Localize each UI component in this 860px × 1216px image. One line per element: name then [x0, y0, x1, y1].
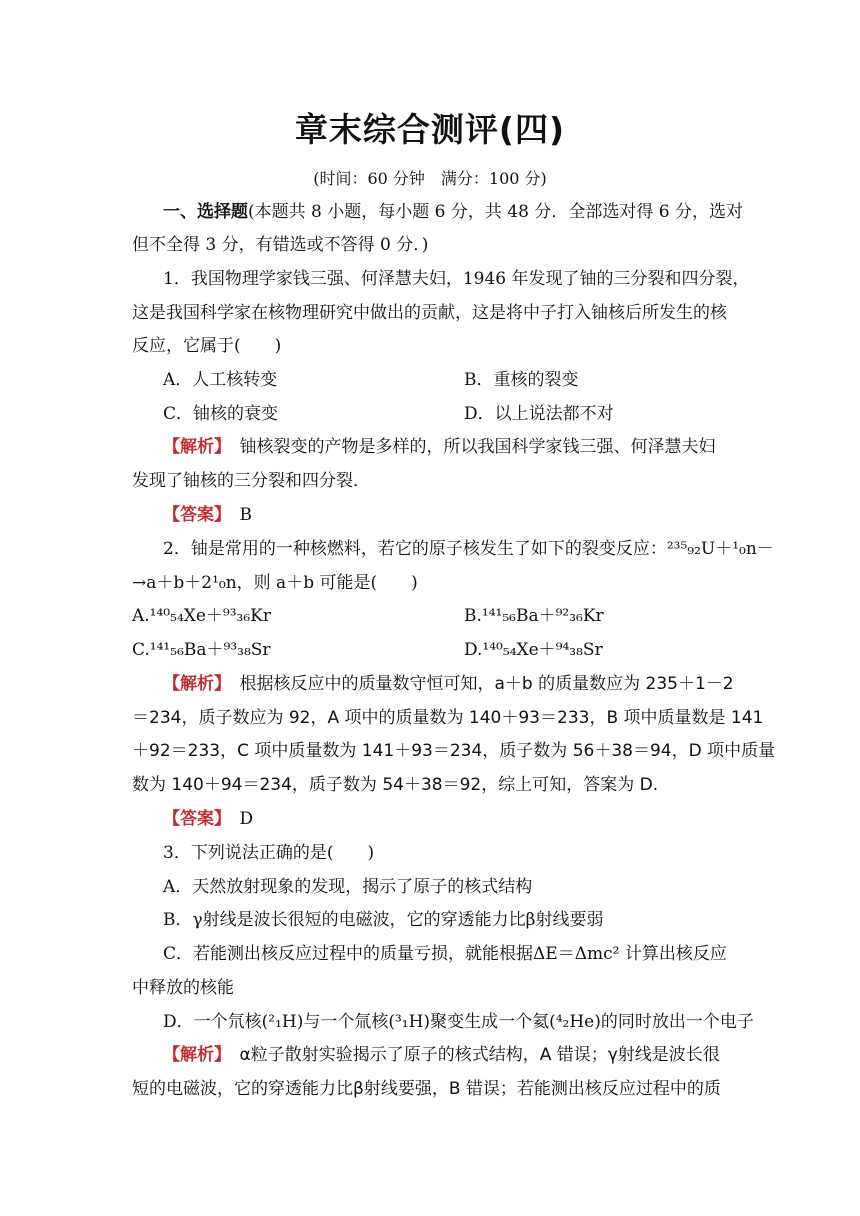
q2-answer-value: D — [239, 809, 254, 829]
q3-analysis-text-1: α粒子散射实验揭示了原子的核式结构，A 错误；γ射线是波长很 — [239, 1045, 720, 1065]
section-description-2: 但不全得 3 分，有错选或不答得 0 分．) — [132, 235, 429, 255]
q3-stem: 3．下列说法正确的是( ) — [163, 843, 375, 863]
q1-answer-value: B — [239, 505, 252, 525]
page-title: 章末综合测评(四) — [294, 110, 566, 149]
q3-option-b: B．γ射线是波长很短的电磁波，它的穿透能力比β射线要弱 — [163, 910, 604, 930]
q2-option-c: C.¹⁴¹₅₆Ba＋⁹³₃₈Sr — [132, 640, 271, 660]
analysis-tag: 【解析】 — [163, 437, 223, 457]
q3-analysis — [163, 1044, 763, 1066]
q3-analysis-text-2: 短的电磁波，它的穿透能力比β射线要强，B 错误；若能测出核反应过程中的质 — [132, 1079, 721, 1099]
q3-option-d: D．一个氘核(²₁H)与一个氚核(³₁H)聚变生成一个氦(⁴₂He)的同时放出一个电子 — [163, 1012, 754, 1032]
q1-option-a: A．人工核转变 — [163, 370, 278, 390]
answer-tag: 【答案】 — [163, 505, 223, 525]
q2-stem-text: 2．铀是常用的一种核燃料，若它的原子核发生了如下的裂变反应： — [163, 539, 667, 559]
q2-option-a: A.¹⁴⁰₅₄Xe＋⁹³₃₆Kr — [132, 606, 272, 626]
q3-option-a: A．天然放射现象的发现，揭示了原子的核式结构 — [163, 877, 533, 897]
q2-analysis-text-3: ＋92＝233，C 项中质量数为 141＋93＝234，质子数为 56＋38＝94，D 项中质量 — [132, 741, 776, 761]
q1-option-c: C．铀核的衰变 — [163, 404, 279, 424]
q2-option-b: B.¹⁴¹₅₆Ba＋⁹²₃₆Kr — [464, 606, 604, 626]
exam-info: (时间：60 分钟 满分：100 分) — [313, 169, 547, 188]
q1-analysis-text-1: 铀核裂变的产物是多样的，所以我国科学家钱三强、何泽慧夫妇 — [239, 437, 716, 457]
q2-analysis-text-1: 根据核反应中的质量数守恒可知，a＋b 的质量数应为 235＋1－2 — [239, 674, 734, 694]
q3-option-c-2: 中释放的核能 — [132, 978, 234, 998]
q2-answer — [163, 808, 763, 830]
q2-stem-2: →a＋b＋2¹₀n，则 a＋b 可能是( ) — [132, 573, 418, 593]
analysis-tag: 【解析】 — [163, 1045, 223, 1065]
q1-stem-1: 1．我国物理学家钱三强、何泽慧夫妇，1946 年发现了铀的三分裂和四分裂， — [163, 269, 750, 289]
q1-stem-2: 这是我国科学家在核物理研究中做出的贡献，这是将中子打入铀核后所发生的核 — [132, 303, 727, 323]
q1-stem-3: 反应，它属于( ) — [132, 336, 282, 356]
q1-analysis — [163, 436, 763, 458]
section-heading: 一、选择题 — [163, 202, 248, 222]
q1-analysis-text-2: 发现了铀核的三分裂和四分裂． — [132, 471, 370, 491]
q2-equation-start: ²³⁵₉₂U＋¹₀n－ — [666, 539, 774, 559]
q2-analysis — [163, 673, 763, 695]
section-description: (本题共 8 小题，每小题 6 分，共 48 分．全部选对得 6 分，选对 — [248, 202, 743, 222]
q2-option-d: D.¹⁴⁰₅₄Xe＋⁹⁴₃₈Sr — [464, 640, 603, 660]
q2-stem-1 — [163, 538, 774, 560]
q2-analysis-text-4: 数为 140＋94＝234，质子数为 54＋38＝92，综上可知，答案为 D. — [132, 775, 659, 795]
q1-option-d: D．以上说法都不对 — [464, 404, 614, 424]
q2-analysis-text-2: ＝234，质子数应为 92，A 项中的质量数为 140＋93＝233，B 项中质量数是 141 — [132, 708, 764, 728]
q1-answer — [163, 504, 763, 526]
q3-option-c-1: C．若能测出核反应过程中的质量亏损，就能根据ΔE＝Δmc² 计算出核反应 — [163, 944, 727, 964]
answer-tag: 【答案】 — [163, 809, 223, 829]
analysis-tag: 【解析】 — [163, 674, 223, 694]
section-header — [163, 201, 763, 223]
q1-option-b: B．重核的裂变 — [464, 370, 579, 390]
